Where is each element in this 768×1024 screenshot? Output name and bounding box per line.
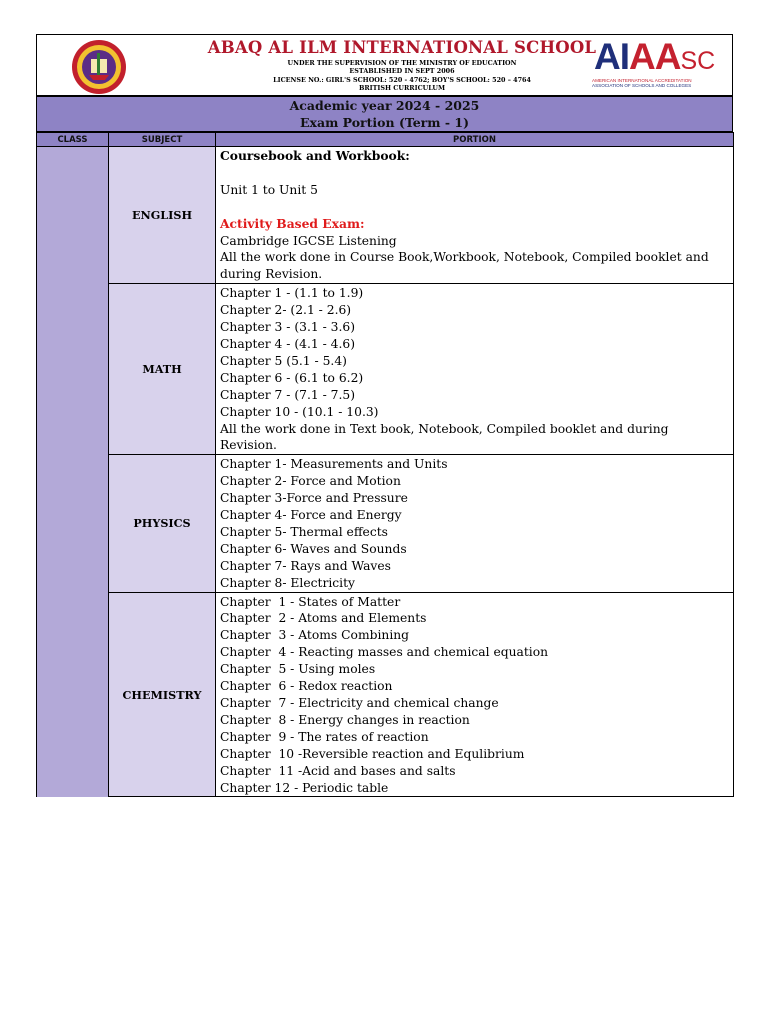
- column-header-row: [37, 133, 734, 147]
- portion-line: Chapter 4 - Reacting masses and chemical equation: [220, 645, 549, 660]
- portion-line: Chapter 8- Electricity: [220, 575, 355, 590]
- portion-line: Chapter 8 - Energy changes in reaction: [220, 712, 470, 727]
- table-row-physics: [37, 455, 734, 592]
- curriculum-line: BRITISH CURRICULUM: [358, 84, 446, 93]
- portion-physics: [216, 455, 734, 592]
- aiaasc-tagline-1: AMERICAN INTERNATIONAL ACCREDITATION: [592, 78, 692, 83]
- subject-english: ENGLISH: [109, 147, 216, 284]
- portion-chemistry: [216, 592, 734, 797]
- aiaasc-tagline: [592, 78, 726, 89]
- portion-line: Chapter 7 - (7.1 - 7.5): [220, 387, 356, 402]
- portion-line: Chapter 9 - The rates of reaction: [220, 729, 429, 744]
- portion-line: Chapter 7 - Electricity and chemical change: [220, 696, 499, 710]
- portion-math: [216, 284, 734, 455]
- portion-line: Chapter 2- Force and Motion: [220, 474, 401, 489]
- brand-part-ai: AI: [594, 36, 629, 77]
- exam-term: Exam Portion (Term - 1): [300, 115, 469, 130]
- table-row-math: [37, 284, 734, 455]
- table-row-english: [37, 147, 734, 284]
- portion-line: Unit 1 to Unit 5: [220, 182, 318, 197]
- portion-line: Chapter 5 (5.1 - 5.4): [220, 353, 347, 368]
- academic-year-band: [36, 95, 733, 132]
- school-header: [36, 34, 733, 95]
- brand-part-sc: SC: [680, 47, 716, 75]
- license-line: LICENSE NO.: GIRL'S SCHOOL: 520 - 4762; BOY'S SCHOOL: 520 – 4764: [273, 75, 531, 84]
- supervision-line: UNDER THE SUPERVISION OF THE MINISTRY OF EDUCATION: [287, 59, 517, 67]
- table-row-chemistry: [37, 592, 734, 797]
- school-name: ABAQ AL ILM INTERNATIONAL SCHOOL: [207, 38, 597, 57]
- portion-line: Chapter 1 - (1.1 to 1.9): [220, 286, 364, 301]
- portion-line: [220, 199, 729, 216]
- school-title-block: [187, 37, 617, 93]
- portion-line: Chapter 6- Waves and Sounds: [220, 541, 407, 556]
- aiaasc-tagline-2: ASSOCIATION OF SCHOOLS AND COLLEGES: [592, 83, 692, 89]
- portion-line: Chapter 6 - (6.1 to 6.2): [220, 370, 364, 385]
- portion-line: Chapter 4- Force and Energy: [220, 508, 402, 523]
- portion-line: Chapter 2- (2.1 - 2.6): [220, 303, 352, 318]
- portion-line: Chapter 1 - States of Matter: [220, 594, 401, 609]
- column-header-portion: PORTION: [216, 133, 734, 147]
- column-header-class: CLASS: [37, 133, 109, 147]
- portion-line: Cambridge IGCSE Listening: [220, 233, 397, 248]
- portion-line: [220, 165, 729, 182]
- portion-line: Chapter 5 - Using moles: [220, 662, 376, 677]
- portion-line: Chapter 3 - (3.1 - 3.6): [220, 320, 356, 335]
- portion-line: Chapter 10 -Reversible reaction and Equlibrium: [220, 746, 525, 761]
- portion-line: Chapter 6 - Redox reaction: [220, 679, 393, 694]
- column-header-subject: SUBJECT: [109, 133, 216, 147]
- aiaasc-wordmark: [594, 37, 715, 81]
- established-line: ESTABLISHED IN SEPT 2006: [349, 67, 455, 76]
- subject-physics: PHYSICS: [109, 455, 216, 592]
- portion-line: All the work done in Course Book,Workbook, Notebook, Compiled booklet and during Revision.: [220, 250, 713, 282]
- exam-portion-sheet: [36, 34, 733, 797]
- activity-heading: Activity Based Exam:: [220, 215, 365, 231]
- portion-line: Chapter 12 - Periodic table: [220, 780, 389, 795]
- portion-line: Chapter 11 -Acid and bases and salts: [220, 763, 456, 778]
- portion-line: Chapter 5- Thermal effects: [220, 524, 388, 539]
- subject-chemistry: CHEMISTRY: [109, 592, 216, 797]
- portion-line: All the work done in Text book, Notebook, Compiled booklet and during Revision.: [220, 421, 673, 453]
- portion-table: [36, 132, 734, 797]
- portion-line: Chapter 3-Force and Pressure: [220, 491, 408, 506]
- academic-year: Academic year 2024 - 2025: [289, 98, 480, 113]
- aiaasc-logo: [586, 37, 728, 93]
- school-crest-logo: [71, 39, 127, 95]
- class-cell: [37, 147, 109, 797]
- portion-english: [216, 147, 734, 284]
- portion-line: Chapter 2 - Atoms and Elements: [220, 611, 427, 626]
- portion-line: Chapter 4 - (4.1 - 4.6): [220, 336, 356, 351]
- english-heading: Coursebook and Workbook:: [220, 148, 410, 163]
- portion-line: Chapter 7- Rays and Waves: [220, 558, 391, 573]
- portion-line: Chapter 1- Measurements and Units: [220, 457, 448, 472]
- portion-line: Chapter 10 - (10.1 - 10.3): [220, 404, 379, 419]
- subject-math: MATH: [109, 284, 216, 455]
- portion-line: Chapter 3 - Atoms Combining: [220, 628, 410, 643]
- brand-part-aa: AA: [629, 36, 681, 77]
